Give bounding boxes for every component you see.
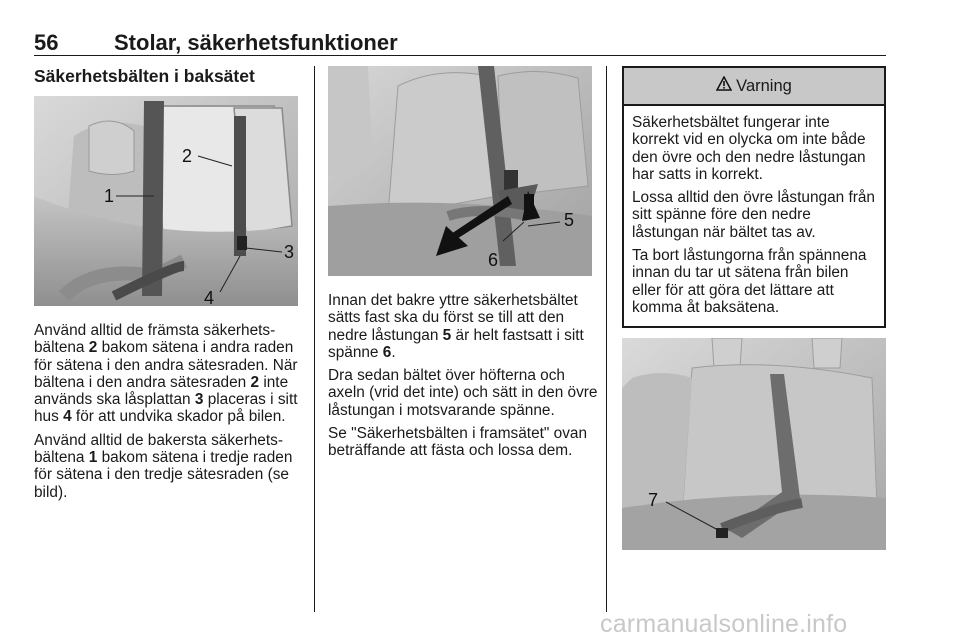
watermark: carmanualsonline.info	[600, 610, 848, 638]
column-divider-right	[606, 66, 607, 612]
figure-rear-belts-rows-illustration	[34, 96, 298, 306]
warning-header	[624, 68, 884, 106]
chapter-title: Stolar, säkerhetsfunktioner	[114, 30, 398, 55]
page-number: 56	[34, 30, 59, 55]
figure-buckle-fastening-illustration	[328, 66, 592, 276]
figure-rear-belts-rows	[34, 96, 298, 306]
figure2-label-6: 6	[488, 250, 499, 270]
figure-third-row-belt-illustration	[622, 338, 886, 550]
column-divider-left	[314, 66, 315, 612]
warning-body	[624, 106, 884, 316]
figure-third-row-belt	[622, 338, 886, 550]
warning-box	[622, 66, 886, 328]
column2-text	[328, 292, 598, 466]
figure1-label-4: 4	[204, 288, 215, 306]
warning-title: Varning	[736, 76, 792, 95]
column1-text	[34, 322, 302, 507]
figure1-label-2: 2	[182, 146, 193, 166]
page-header	[34, 30, 886, 54]
column1-paragraph-1: Använd alltid de främsta säkerhetsbältena 2 bakom sätena i andra raden för sätena i den andra sätesraden. När bältena i den andra sätesraden 2 inte används ska låsplattan 3 placeras i sitt hus 4 för att undvika skador på bilen.	[34, 322, 298, 426]
warning-paragraph-2: Lossa alltid den övre låstungan från sitt spänne före den nedre låstungan när bältet tas av.	[632, 189, 875, 241]
column2-paragraph-3: Se "Säkerhetsbälten i framsätet" ovan beträffande att fästa och lossa dem.	[328, 425, 588, 460]
column2-paragraph-2: Dra sedan bältet över höfterna och axeln (vrid det inte) och sätt in den övre låstungan i motsvarande spänne.	[328, 367, 598, 419]
header-rule	[34, 55, 886, 56]
column1-paragraph-2: Använd alltid de bakersta säkerhetsbältena 1 bakom sätena i tredje raden för sätena i den tredje sätesraden (se bild).	[34, 431, 293, 501]
figure-buckle-fastening	[328, 66, 592, 276]
figure2-label-5: 5	[564, 210, 575, 230]
figure1-label-3: 3	[284, 242, 295, 262]
section-title: Säkerhetsbälten i baksätet	[34, 66, 255, 86]
warning-paragraph-1: Säkerhetsbältet fungerar inte korrekt vid en olycka om inte både den övre och den nedre låstungan har satts in korrekt.	[632, 114, 866, 183]
warning-paragraph-3: Ta bort låstungorna från spännena innan du tar ut sätena från bilen eller för att göra det lättare att komma åt baksätena.	[632, 247, 867, 316]
warning-triangle-icon	[716, 76, 732, 96]
column2-paragraph-1: Innan det bakre yttre säkerhetsbältet sätts fast ska du först se till att den nedre låstungan 5 är helt fastsatt i sitt spänne 6.	[328, 292, 584, 361]
figure1-label-1: 1	[104, 186, 115, 206]
figure3-label-7: 7	[648, 490, 659, 510]
